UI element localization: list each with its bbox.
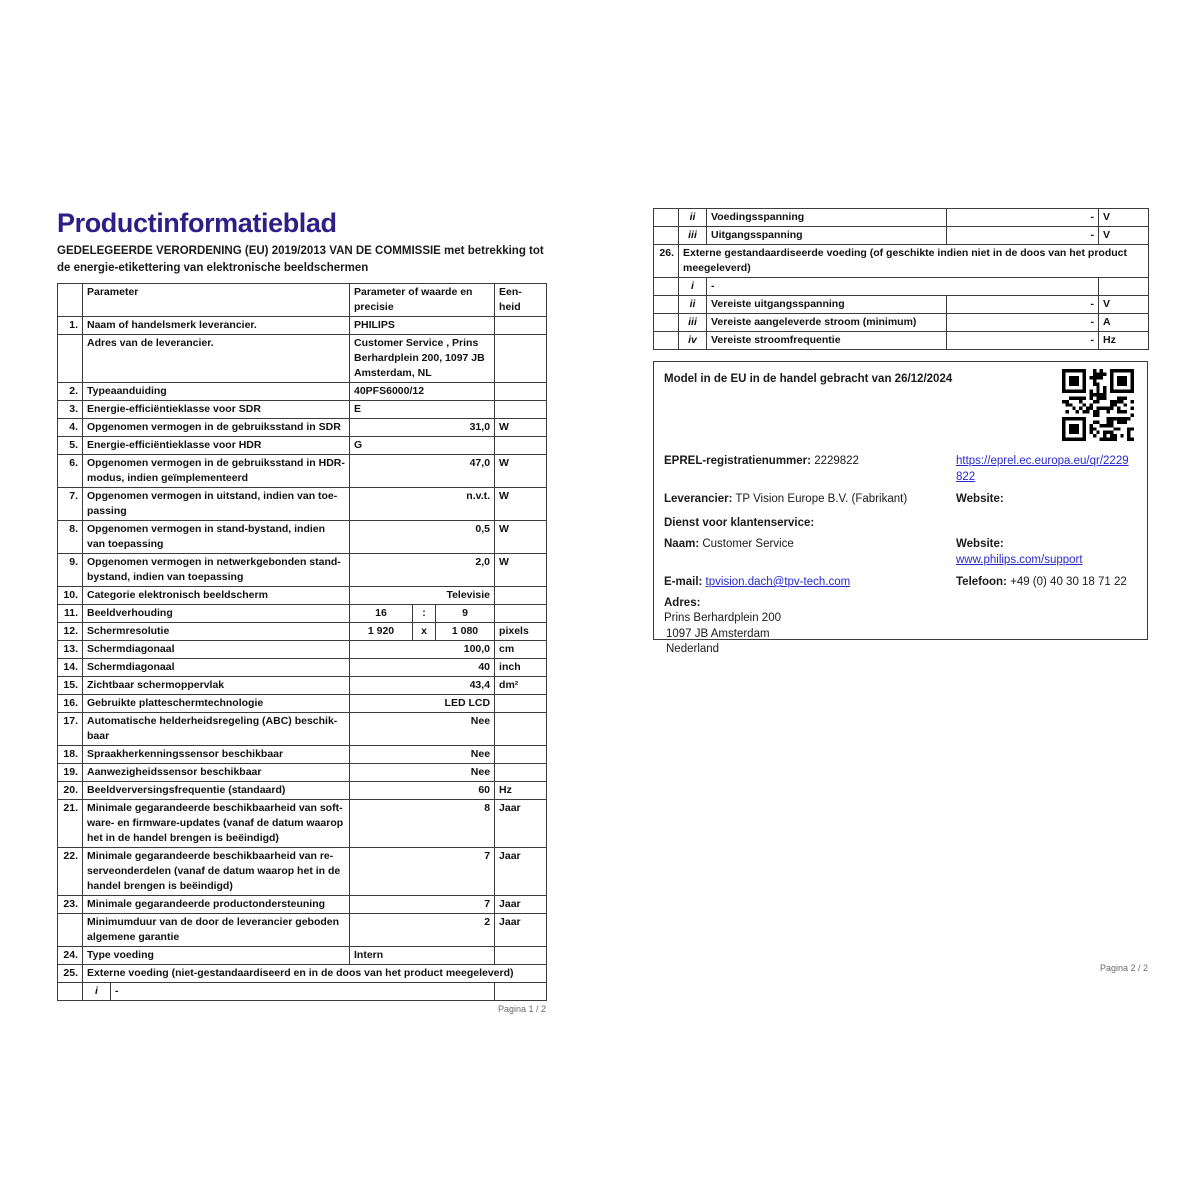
row-number: 26.: [654, 245, 679, 278]
param-value: -: [707, 278, 1099, 296]
table-row: [58, 848, 547, 896]
param-value: LED LCD: [350, 695, 495, 713]
row-number: 8.: [58, 521, 83, 554]
table-row: [58, 659, 547, 677]
param-value: 7: [350, 848, 495, 896]
row-number: 6.: [58, 455, 83, 488]
row-number: 3.: [58, 401, 83, 419]
table-row: [58, 437, 547, 455]
param-value: 7: [350, 896, 495, 914]
param-value: -: [947, 227, 1099, 245]
param-label: Energie-efficiëntieklasse voor SDR: [83, 401, 350, 419]
table-row-span: [58, 965, 547, 983]
param-unit: [495, 437, 547, 455]
adres-line: Nederland: [666, 643, 720, 655]
table-row-sub: [654, 227, 1149, 245]
param-unit: Jaar: [495, 914, 547, 947]
telefoon-label: Telefoon:: [956, 576, 1007, 588]
param-label: Naam of handelsmerk leverancier.: [83, 317, 350, 335]
row-number: 18.: [58, 746, 83, 764]
param-label: Typeaanduiding: [83, 383, 350, 401]
row-number: [654, 227, 679, 245]
param-value: Intern: [350, 947, 495, 965]
table-row-sub: [654, 296, 1149, 314]
row-number: [654, 314, 679, 332]
param-value: 60: [350, 782, 495, 800]
param-value: -: [111, 983, 495, 1001]
table-row: [58, 746, 547, 764]
param-value: Televisie: [350, 587, 495, 605]
eprel-label: EPREL-registratienummer:: [664, 455, 811, 467]
row-number: 2.: [58, 383, 83, 401]
product-parameters-table: [57, 283, 547, 1001]
philips-support-link[interactable]: www.philips.com/support: [956, 554, 1083, 566]
website-label: Website:: [956, 493, 1004, 505]
table-row: [58, 383, 547, 401]
row-number: 17.: [58, 713, 83, 746]
product-parameters-table-continued: [653, 208, 1149, 350]
param-value: E: [350, 401, 495, 419]
table-row-sub: [654, 332, 1149, 350]
table-row-span: [654, 245, 1149, 278]
table-row: [58, 713, 547, 746]
row-number: 5.: [58, 437, 83, 455]
param-unit: pixels: [495, 623, 547, 641]
leverancier-value: TP Vision Europe B.V. (Fabrikant): [735, 493, 908, 505]
param-unit: Jaar: [495, 896, 547, 914]
header-num-cell: [58, 284, 83, 317]
table-row-sub: [654, 278, 1149, 296]
eprel-link[interactable]: https://eprel.ec.europa.eu/qr/2229822: [956, 455, 1129, 483]
table-row: [58, 587, 547, 605]
table-header-row: [58, 284, 547, 317]
adres-block: [664, 611, 1137, 658]
param-label: Minimumduur van de door de leverancier geboden algemene garantie: [83, 914, 350, 947]
param-unit: inch: [495, 659, 547, 677]
row-number: [58, 335, 83, 383]
supplier-info-box: [653, 361, 1148, 655]
param-unit: W: [495, 488, 547, 521]
param-unit: [1099, 278, 1149, 296]
resolution-width: 1 920: [350, 623, 413, 641]
param-label: Type voeding: [83, 947, 350, 965]
sub-row-number: ii: [679, 296, 707, 314]
ratio-value-1: 16: [350, 605, 413, 623]
row-number: 12.: [58, 623, 83, 641]
header-parameter: Parameter: [83, 284, 350, 317]
table-row: [58, 419, 547, 437]
ratio-value-2: 9: [436, 605, 495, 623]
param-unit: [495, 335, 547, 383]
param-label: Schermdiagonaal: [83, 659, 350, 677]
row-number: 24.: [58, 947, 83, 965]
param-unit: Jaar: [495, 848, 547, 896]
row-number: [58, 914, 83, 947]
table-row: [58, 488, 547, 521]
page-footer: Pagina 2 / 2: [1099, 963, 1148, 973]
row-number: 23.: [58, 896, 83, 914]
row-number: 7.: [58, 488, 83, 521]
row-number: 22.: [58, 848, 83, 896]
param-unit: V: [1099, 227, 1149, 245]
param-label: Opgenomen vermogen in stand-bystand, indien van toepassing: [83, 521, 350, 554]
email-link[interactable]: tpvision.dach@tpv-tech.com: [705, 576, 851, 588]
page-1: [57, 208, 546, 1014]
param-value: -: [947, 332, 1099, 350]
param-value: PHILIPS: [350, 317, 495, 335]
param-unit: [495, 317, 547, 335]
table-row: [58, 695, 547, 713]
row-number: 19.: [58, 764, 83, 782]
param-label: Vereiste aangeleverde stroom (minimum): [707, 314, 947, 332]
row-number: 16.: [58, 695, 83, 713]
sub-row-number: i: [679, 278, 707, 296]
website-label: Website:: [956, 538, 1004, 550]
param-unit: W: [495, 455, 547, 488]
row-number: 25.: [58, 965, 83, 983]
adres-line: Prins Berhardplein 200: [664, 612, 781, 624]
param-unit: [495, 983, 547, 1001]
param-label: Schermdiagonaal: [83, 641, 350, 659]
param-unit: [495, 713, 547, 746]
param-value: 47,0: [350, 455, 495, 488]
param-unit: V: [1099, 296, 1149, 314]
param-label: Minimale gegarandeerde productondersteuning: [83, 896, 350, 914]
sub-row-number: iii: [679, 314, 707, 332]
param-value: 8: [350, 800, 495, 848]
param-value: Nee: [350, 713, 495, 746]
table-row: [58, 335, 547, 383]
param-label: Aanwezigheidssensor beschikbaar: [83, 764, 350, 782]
param-label: Gebruikte platteschermtechnologie: [83, 695, 350, 713]
param-label: Uitgangsspanning: [707, 227, 947, 245]
email-row: [664, 574, 1137, 590]
param-value: 100,0: [350, 641, 495, 659]
leverancier-row: [664, 491, 1137, 507]
resolution-height: 1 080: [436, 623, 495, 641]
param-unit: A: [1099, 314, 1149, 332]
param-value: 2,0: [350, 554, 495, 587]
param-unit: cm: [495, 641, 547, 659]
page-title: Productinformatieblad: [57, 208, 337, 238]
table-row-ratio: [58, 605, 547, 623]
adres-line: 1097 JB Amsterdam: [666, 627, 770, 640]
param-unit: [495, 746, 547, 764]
row-number: 14.: [58, 659, 83, 677]
regulation-subtitle: GEDELEGEERDE VERORDENING (EU) 2019/2013 VAN DE COMMISSIE met betrekking tot de energie-etikettering van elektronische beeldschermen: [57, 245, 544, 274]
header-unit: Een-heid: [495, 284, 547, 317]
table-row: [58, 947, 547, 965]
param-unit: dm²: [495, 677, 547, 695]
param-unit: W: [495, 521, 547, 554]
resolution-separator: x: [413, 623, 436, 641]
table-row: [58, 455, 547, 488]
param-label: Zichtbaar schermoppervlak: [83, 677, 350, 695]
sub-row-number: iv: [679, 332, 707, 350]
table-row: [58, 800, 547, 848]
param-value: -: [947, 209, 1099, 227]
leverancier-label: Leverancier:: [664, 493, 733, 505]
param-label: Opgenomen vermogen in de gebruiksstand in HDR-modus, indien geïmplementeerd: [83, 455, 350, 488]
row-number: [654, 296, 679, 314]
param-label: Vereiste stroomfrequentie: [707, 332, 947, 350]
table-row-sub: [654, 209, 1149, 227]
param-value: 40: [350, 659, 495, 677]
row-number: [654, 332, 679, 350]
row-number: [654, 278, 679, 296]
sub-row-number: ii: [679, 209, 707, 227]
param-unit: W: [495, 419, 547, 437]
table-row-sub: [654, 314, 1149, 332]
param-value: 43,4: [350, 677, 495, 695]
param-value: G: [350, 437, 495, 455]
param-label: Minimale gegarandeerde beschikbaarheid van soft-ware- en firmware-updates (vanaf de datum waarop het in de handel brengen is beëindigd): [83, 800, 350, 848]
param-label: Opgenomen vermogen in uitstand, indien van toe-passing: [83, 488, 350, 521]
naam-row: [664, 536, 1137, 568]
table-row: [58, 521, 547, 554]
email-label: E-mail:: [664, 576, 703, 588]
table-row: [58, 641, 547, 659]
page-2: [653, 208, 1148, 973]
param-label: Schermresolutie: [83, 623, 350, 641]
param-value: Nee: [350, 746, 495, 764]
row-number: 9.: [58, 554, 83, 587]
param-label: Adres van de leverancier.: [83, 335, 350, 383]
param-value: -: [947, 314, 1099, 332]
ratio-separator: :: [413, 605, 436, 623]
row-number: 10.: [58, 587, 83, 605]
row-number: 4.: [58, 419, 83, 437]
row-number: 13.: [58, 641, 83, 659]
param-unit: [495, 947, 547, 965]
param-label: Vereiste uitgangsspanning: [707, 296, 947, 314]
param-value: n.v.t.: [350, 488, 495, 521]
param-label: Opgenomen vermogen in netwerkgebonden stand-bystand, indien van toepassing: [83, 554, 350, 587]
naam-label: Naam:: [664, 538, 700, 550]
param-value: 0,5: [350, 521, 495, 554]
sub-row-number: iii: [679, 227, 707, 245]
adres-heading: Adres:: [664, 597, 701, 609]
param-value: 31,0: [350, 419, 495, 437]
table-row: [58, 782, 547, 800]
eprel-number: 2229822: [814, 455, 859, 467]
param-label: Automatische helderheidsregeling (ABC) beschik-baar: [83, 713, 350, 746]
param-unit: V: [1099, 209, 1149, 227]
param-label: Energie-efficiëntieklasse voor HDR: [83, 437, 350, 455]
param-value: 40PFS6000/12: [350, 383, 495, 401]
param-unit: Hz: [495, 782, 547, 800]
param-label: Beeldverhouding: [83, 605, 350, 623]
param-label: Opgenomen vermogen in de gebruiksstand in SDR: [83, 419, 350, 437]
param-value: -: [947, 296, 1099, 314]
param-unit: [495, 695, 547, 713]
param-value: Nee: [350, 764, 495, 782]
param-unit: W: [495, 554, 547, 587]
table-row-resolution: [58, 623, 547, 641]
sub-row-number: i: [83, 983, 111, 1001]
param-value: Customer Service , Prins Berhardplein 200, 1097 JB Amsterdam, NL: [350, 335, 495, 383]
table-row: [58, 677, 547, 695]
model-release-line: Model in de EU in de handel gebracht van 26/12/2024: [664, 373, 953, 385]
section-label: Externe gestandaardiseerde voeding (of geschikte indien niet in de doos van het product meegeleverd): [679, 245, 1149, 278]
row-number: [654, 209, 679, 227]
table-row-sub: [58, 983, 547, 1001]
param-unit: [495, 587, 547, 605]
param-label: Beeldverversingsfrequentie (standaard): [83, 782, 350, 800]
page-footer: Pagina 1 / 2: [497, 1004, 546, 1014]
param-unit: [495, 401, 547, 419]
section-label: Externe voeding (niet-gestandaardiseerd en in de doos van het product meegeleverd): [83, 965, 547, 983]
param-unit: Hz: [1099, 332, 1149, 350]
param-unit: [495, 605, 547, 623]
table-row: [58, 914, 547, 947]
qr-code: [1062, 369, 1134, 441]
row-number: 20.: [58, 782, 83, 800]
row-number: 11.: [58, 605, 83, 623]
param-label: Voedingsspanning: [707, 209, 947, 227]
param-unit: [495, 764, 547, 782]
param-value: 2: [350, 914, 495, 947]
param-unit: Jaar: [495, 800, 547, 848]
naam-value: Customer Service: [702, 538, 794, 550]
table-row: [58, 896, 547, 914]
param-label: Minimale gegarandeerde beschikbaarheid van re-serveonderdelen (vanaf de datum waarop het in de handel brengen is beëindigd): [83, 848, 350, 896]
row-number: 15.: [58, 677, 83, 695]
table-row: [58, 401, 547, 419]
param-unit: [495, 383, 547, 401]
eprel-row: [664, 453, 1137, 485]
klantenservice-heading: Dienst voor klantenservice:: [664, 517, 815, 529]
telefoon-value: +49 (0) 40 30 18 71 22: [1010, 576, 1127, 588]
row-number: 21.: [58, 800, 83, 848]
row-number: 1.: [58, 317, 83, 335]
row-number: [58, 983, 83, 1001]
param-label: Spraakherkenningssensor beschikbaar: [83, 746, 350, 764]
param-label: Categorie elektronisch beeldscherm: [83, 587, 350, 605]
table-row: [58, 764, 547, 782]
table-row: [58, 317, 547, 335]
table-row: [58, 554, 547, 587]
header-value: Parameter of waarde en precisie: [350, 284, 495, 317]
